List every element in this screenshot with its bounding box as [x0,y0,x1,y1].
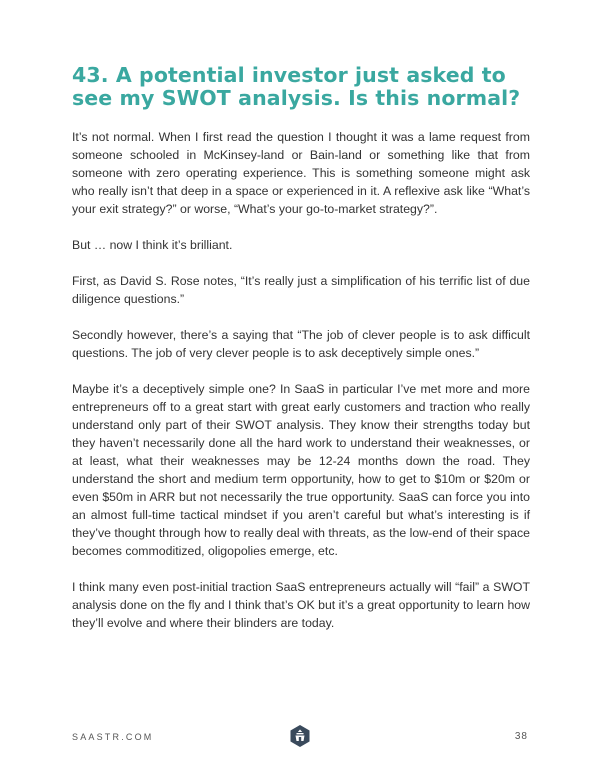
article-body [72,128,530,650]
paragraph-6: I think many even post-initial traction SaaS entrepreneurs actually will “fail” a SWOT analysis done on the fly and I think that’s OK but it’s a great opportunity to learn how they’ll evolve and where their blinders are today. [72,580,530,630]
section-heading: 43. A potential investor just asked to see my SWOT analysis. Is this normal? [72,63,521,110]
page-number: 38 [514,731,528,742]
saastr-shield-logo-icon [289,724,311,748]
paragraph-3: First, as David S. Rose notes, “It’s really just a simplification of his terrific list of due diligence questions.” [72,274,530,306]
footer-site: SAASTR.COM [72,732,154,742]
paragraph-1: It’s not normal. When I first read the question I thought it was a lame request from someone schooled in McKinsey-land or Bain-land or something like that from someone with zero operating experience. This is something someone might ask who really isn’t that deep in a space or experienced in it. A reflexive ask like “What’s your exit strategy?” or worse, “What’s your go-to-market strategy?”. [72,130,530,216]
paragraph-5: Maybe it’s a deceptively simple one? In SaaS in particular I’ve met more and more entrepreneurs off to a great start with great early customers and traction who really understand only part of their SWOT analysis. They know their strengths today but they haven’t necessarily done all the hard work to understand their weaknesses, or at least, what their weaknesses may be 12-24 months down the road. They understand the short and medium term opportunity, how to get to $10m or $20m or even $50m in ARR but not necessarily the true opportunity. SaaS can force you into an almost full-time tactical mindset if you aren’t careful but what’s interesting is if they’ve thought through how to really deal with threats, as the low-end of their space becomes commoditized, oligopolies emerge, etc. [72,382,530,558]
paragraph-2: But … now I think it’s brilliant. [72,238,233,252]
paragraph-4: Secondly however, there’s a saying that “The job of clever people is to ask difficult questions. The job of very clever people is to ask deceptively simple ones.” [72,328,530,360]
